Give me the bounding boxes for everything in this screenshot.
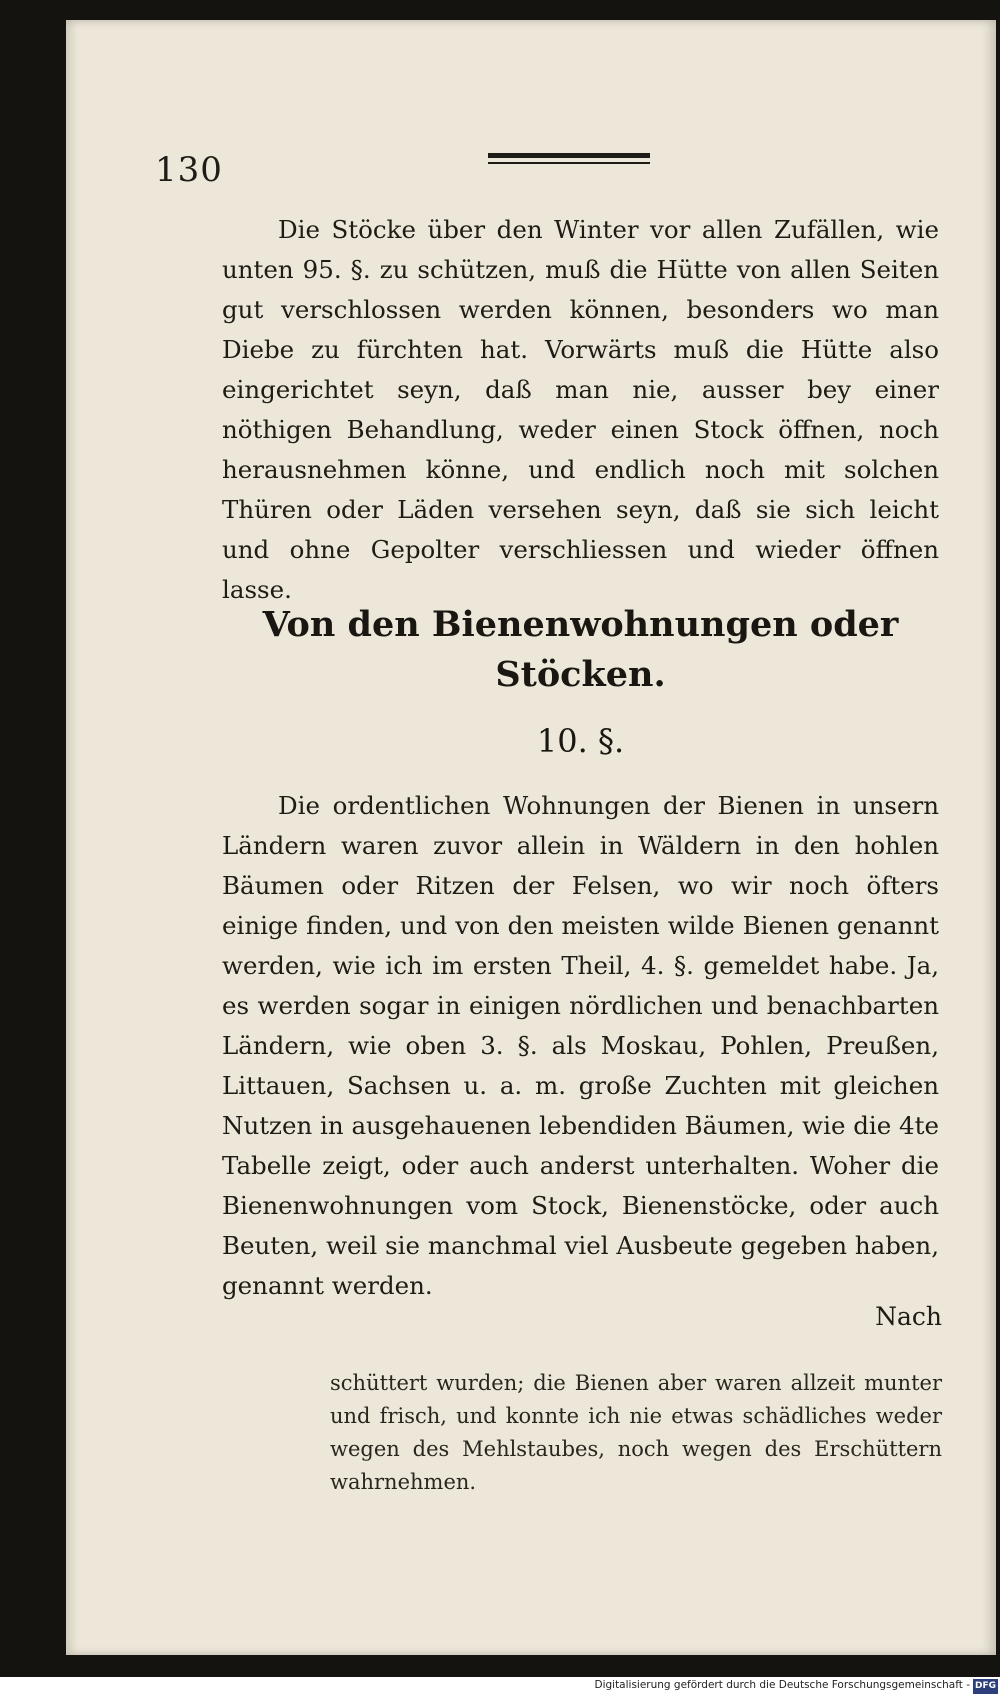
digitization-footer bbox=[0, 1677, 1000, 1698]
section-number: 10. §. bbox=[536, 722, 625, 760]
header-rule-thin bbox=[488, 162, 650, 164]
footnote: schüttert wurden; die Bienen aber waren allzeit munter und frisch, und konnte ich nie etwas schädliches weder wegen des Mehlstaubes, noch wegen des Erschüttern wahrnehmen. bbox=[330, 1371, 942, 1494]
page-number: 130 bbox=[155, 150, 223, 190]
catchword: Nach bbox=[875, 1302, 942, 1331]
paragraph-dwellings: Die ordentlichen Wohnungen der Bienen in unsern Ländern waren zuvor allein in Wäldern in den hohlen Bäumen oder Ritzen der Felsen, wo wir noch öfters einige finden, und von den meisten wilde Bienen genannt werden, wie ich im ersten Theil, 4. §. gemeldet habe. Ja, es werden sogar in einigen nördlichen und benachbarten Ländern, wie oben 3. §. als Moskau, Pohlen, Preußen, Littauen, Sachsen u. a. m. große Zuchten mit gleichen Nutzen in ausgehauenen lebendiden Bäumen, wie die 4te Tabelle zeigt, oder auch anderst unterhalten. Woher die Bienenwohnungen vom Stock, Bienenstöcke, oder auch Beuten, weil sie manchmal viel Ausbeute gegeben haben, genannt werden. bbox=[222, 791, 939, 1300]
header-rule bbox=[488, 153, 650, 169]
dfg-logo: DFG bbox=[973, 1679, 998, 1694]
section-heading: Von den Bienenwohnungen oder Stöcken. bbox=[262, 604, 899, 695]
header-rule-thick bbox=[488, 153, 650, 158]
footer-credit: Digitalisierung gefördert durch die Deutsche Forschungsgemeinschaft - bbox=[594, 1679, 970, 1691]
paragraph-hut: Die Stöcke über den Winter vor allen Zufällen, wie unten 95. §. zu schützen, muß die Hütte von allen Seiten gut verschlossen werden können, besonders wo man Diebe zu fürchten hat. Vorwärts muß die Hütte also eingerichtet seyn, daß man nie, ausser bey einer nöthigen Behandlung, weder einen Stock öffnen, noch herausnehmen könne, und endlich noch mit solchen Thüren oder Läden versehen seyn, daß sie sich leicht und ohne Gepolter verschliessen und wieder öffnen lasse. bbox=[222, 215, 939, 604]
